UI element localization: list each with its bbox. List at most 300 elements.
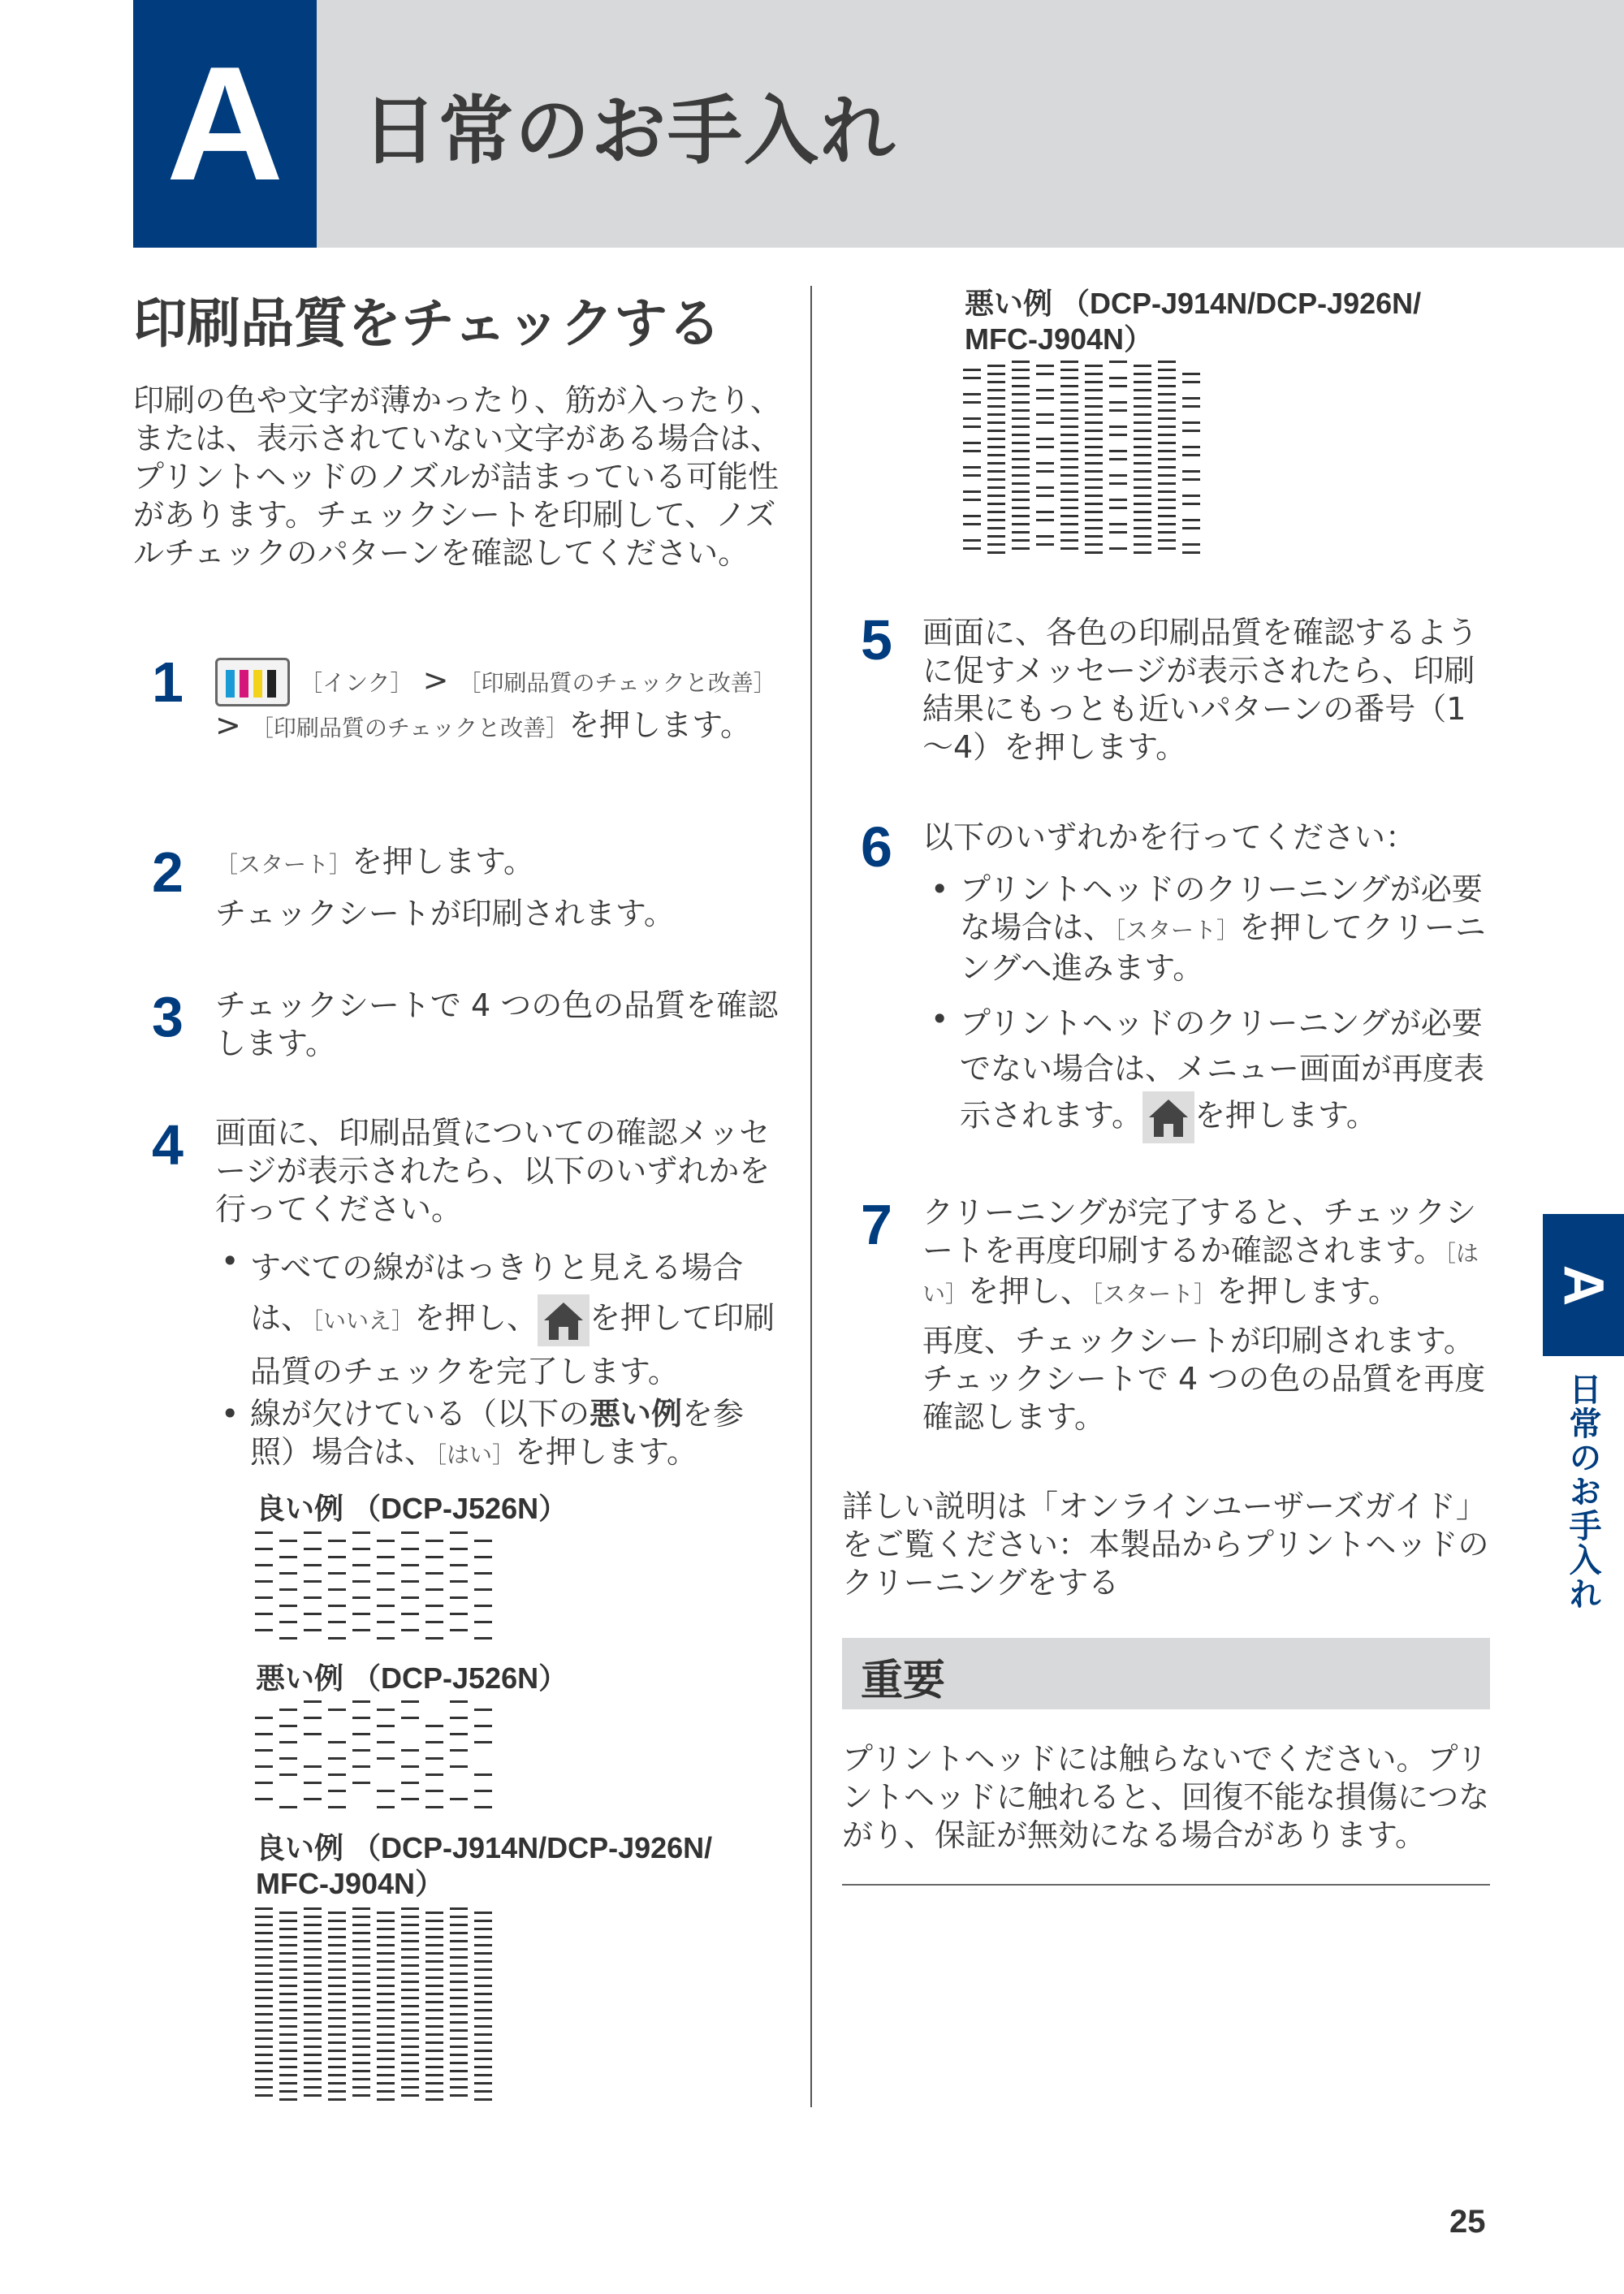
nozzle-dash [1060, 482, 1078, 485]
nozzle-dash [377, 2033, 395, 2036]
nozzle-dash [425, 2098, 443, 2101]
nozzle-dash [377, 1621, 395, 1623]
nozzle-dash [279, 2041, 297, 2044]
nozzle-dash [1109, 450, 1127, 452]
nozzle-dash [963, 547, 981, 550]
nozzle-dash [987, 495, 1005, 497]
nozzle-dash [328, 1993, 346, 1995]
nozzle-dash [1060, 377, 1078, 379]
nozzle-dash [279, 1912, 297, 1914]
nozzle-dash [474, 2090, 492, 2093]
nozzle-dash [987, 551, 1005, 554]
nozzle-dash [352, 1580, 370, 1583]
nozzle-dash [963, 401, 981, 404]
nozzle-dash [1134, 389, 1151, 391]
chapter-letter: A [133, 0, 317, 248]
nozzle-dash [279, 2009, 297, 2011]
nozzle-dash [963, 466, 981, 469]
nozzle-dash [352, 1956, 370, 1959]
nozzle-dash [328, 2025, 346, 2028]
nozzle-dash [1158, 458, 1176, 460]
nozzle-dash [328, 1572, 346, 1575]
nozzle-dash [1012, 409, 1030, 412]
nozzle-dash [255, 1972, 273, 1975]
nozzle-dash [425, 1936, 443, 1938]
nozzle-dash [1012, 450, 1030, 452]
nozzle-dash [377, 1757, 395, 1760]
nozzle-dash [401, 2037, 419, 2040]
nozzle-dash [987, 389, 1005, 391]
nozzle-dash [304, 1548, 322, 1550]
nozzle-dash [304, 1564, 322, 1566]
nozzle-dash [1182, 430, 1200, 432]
nozzle-dash [474, 1920, 492, 1922]
ink-cartridges-icon [215, 658, 290, 706]
nozzle-dash [1158, 507, 1176, 509]
nozzle-dash [1182, 527, 1200, 529]
nozzle-dash [474, 1572, 492, 1575]
nozzle-dash [1182, 405, 1200, 408]
nozzle-dash [352, 2070, 370, 2072]
nozzle-dash [450, 1907, 468, 1910]
nozzle-dash [377, 2041, 395, 2044]
nozzle-dash [304, 1964, 322, 1967]
nozzle-dash [401, 1916, 419, 1918]
page-number: 25 [1449, 2204, 1486, 2240]
nozzle-dash [377, 1556, 395, 1558]
nozzle-dash [425, 1968, 443, 1971]
nozzle-dash [401, 1907, 419, 1910]
nozzle-dash [1109, 361, 1127, 363]
nozzle-dash [255, 1580, 273, 1583]
nozzle-dash [1060, 393, 1078, 395]
nozzle-dash [279, 1936, 297, 1938]
nozzle-dash [352, 1948, 370, 1951]
nozzle-dash [1134, 413, 1151, 416]
nozzle-dash [450, 1981, 468, 1983]
nozzle-dash [304, 1717, 322, 1719]
step-3-number: 3 [152, 985, 184, 1048]
nozzle-dash [425, 2025, 443, 2028]
nozzle-dash [1109, 385, 1127, 387]
good-example-914-label-2: MFC-J904N） [256, 1867, 445, 1900]
nozzle-dash [352, 1749, 370, 1752]
nozzle-dash [1085, 462, 1103, 464]
nozzle-dash [1182, 446, 1200, 448]
nozzle-dash [1060, 474, 1078, 477]
home-icon-6 [1142, 1091, 1194, 1143]
nozzle-dash [352, 1972, 370, 1975]
nozzle-dash [1134, 527, 1151, 529]
nozzle-dash [474, 1944, 492, 1946]
nozzle-dash [450, 1717, 468, 1719]
nozzle-dash [1060, 409, 1078, 412]
nozzle-dash [304, 1782, 322, 1784]
nozzle-dash [1060, 507, 1078, 509]
nozzle-dash [450, 1997, 468, 1999]
nozzle-dash [1036, 462, 1054, 464]
nozzle-dash [450, 1629, 468, 1631]
nozzle-dash [304, 1629, 322, 1631]
nozzle-dash [1012, 401, 1030, 404]
nozzle-dash [1134, 495, 1151, 497]
nozzle-dash [425, 1605, 443, 1607]
nozzle-dash [987, 478, 1005, 481]
nozzle-dash [328, 1960, 346, 1963]
nozzle-dash [963, 426, 981, 428]
nozzle-dash [377, 1944, 395, 1946]
nozzle-dash [255, 1940, 273, 1942]
nozzle-dash [1085, 503, 1103, 505]
nozzle-dash [987, 373, 1005, 375]
bad-example-526-pattern [255, 1697, 499, 1819]
nozzle-dash [425, 1960, 443, 1963]
nozzle-dash [377, 1960, 395, 1963]
nozzle-dash [328, 1621, 346, 1623]
nozzle-dash [279, 1920, 297, 1922]
step-1-number: 1 [152, 650, 184, 714]
nozzle-dash [304, 1948, 322, 1951]
nozzle-dash [401, 2086, 419, 2089]
nozzle-dash [1109, 531, 1127, 534]
nozzle-dash [1158, 434, 1176, 436]
nozzle-dash [401, 1749, 419, 1752]
bad-example-914-lines [963, 361, 1200, 554]
nozzle-dash [425, 1572, 443, 1575]
nozzle-dash [255, 1989, 273, 1991]
nozzle-dash [1085, 486, 1103, 489]
nozzle-dash [279, 2058, 297, 2060]
nozzle-dash [987, 543, 1005, 546]
nozzle-dash [377, 1976, 395, 1979]
nozzle-dash [279, 1757, 297, 1760]
nozzle-dash [279, 1637, 297, 1639]
nozzle-dash [1182, 470, 1200, 473]
nozzle-dash [1085, 543, 1103, 546]
nozzle-dash [377, 2001, 395, 2003]
nozzle-dash [255, 1749, 273, 1752]
nozzle-dash [963, 499, 981, 501]
nozzle-dash [1012, 385, 1030, 387]
nozzle-dash [304, 1798, 322, 1800]
nozzle-dash [1060, 466, 1078, 469]
nozzle-dash [304, 1989, 322, 1991]
nozzle-dash [1109, 547, 1127, 550]
nozzle-dash [987, 519, 1005, 521]
nozzle-dash [425, 2066, 443, 2068]
nozzle-dash [425, 1806, 443, 1808]
nozzle-dash [1036, 470, 1054, 473]
nozzle-dash [474, 2082, 492, 2084]
nozzle-dash [377, 2025, 395, 2028]
nozzle-dash [1109, 474, 1127, 477]
nozzle-dash [401, 1956, 419, 1959]
step-5-text: 画面に、各色の印刷品質を確認するように促すメッセージが表示されたら、印刷結果にもっとも近いパターンの番号（1 ～4）を押します。 [922, 615, 1479, 765]
nozzle-dash [352, 1548, 370, 1550]
nozzle-dash [1012, 426, 1030, 428]
good-example-526-label: 良い例 （DCP-J526N） [256, 1492, 568, 1525]
nozzle-dash [450, 1548, 468, 1550]
nozzle-dash [450, 1531, 468, 1534]
nozzle-dash [304, 1981, 322, 1983]
nozzle-dash [1134, 430, 1151, 432]
reference-text: 詳しい説明は「オンラインユーザーズガイド」をご覧ください：本製品からプリントヘッドのクリーニングをする [842, 1488, 1489, 1601]
nozzle-dash [987, 511, 1005, 513]
bad-example-526-lines [255, 1700, 492, 1808]
nozzle-dash [352, 2013, 370, 2015]
nozzle-dash [963, 474, 981, 477]
nozzle-dash [474, 1556, 492, 1558]
nozzle-dash [1158, 409, 1176, 412]
nozzle-dash [1085, 373, 1103, 375]
nozzle-dash [1036, 495, 1054, 497]
nozzle-dash [377, 2098, 395, 2101]
nozzle-dash [352, 2029, 370, 2032]
nozzle-dash [450, 1749, 468, 1752]
nozzle-dash [1134, 421, 1151, 424]
nozzle-dash [1012, 377, 1030, 379]
nozzle-dash [304, 2037, 322, 2040]
nozzle-dash [377, 1741, 395, 1743]
step-2-number: 2 [152, 840, 184, 904]
nozzle-dash [1158, 401, 1176, 404]
nozzle-dash [1085, 365, 1103, 367]
nozzle-dash [279, 1993, 297, 1995]
nozzle-dash [377, 2050, 395, 2052]
nozzle-dash [1060, 385, 1078, 387]
nozzle-dash [255, 2094, 273, 2097]
nozzle-dash [279, 2082, 297, 2084]
nozzle-dash [279, 2050, 297, 2052]
nozzle-dash [304, 1956, 322, 1959]
nozzle-dash [377, 2017, 395, 2020]
nozzle-dash [987, 462, 1005, 464]
nozzle-dash [352, 2094, 370, 2097]
step-4-number: 4 [152, 1113, 184, 1177]
nozzle-dash [1134, 486, 1151, 489]
nozzle-dash [352, 2078, 370, 2080]
nozzle-dash [255, 2021, 273, 2024]
nozzle-dash [328, 1806, 346, 1808]
yes-button: ［はい］ [435, 1441, 516, 1468]
nozzle-dash [474, 1993, 492, 1995]
nozzle-dash [963, 369, 981, 371]
nozzle-dash [304, 2094, 322, 2097]
nozzle-dash [304, 2070, 322, 2072]
nozzle-dash [255, 1613, 273, 1615]
nozzle-dash [450, 1940, 468, 1942]
nozzle-dash [279, 1605, 297, 1607]
nozzle-dash [1085, 495, 1103, 497]
nozzle-dash [279, 1968, 297, 1971]
nozzle-dash [987, 486, 1005, 489]
nozzle-dash [425, 1912, 443, 1914]
nozzle-dash [255, 1964, 273, 1967]
nozzle-dash [1134, 405, 1151, 408]
nozzle-dash [425, 1944, 443, 1946]
nozzle-dash [425, 1588, 443, 1591]
nozzle-dash [352, 1564, 370, 1566]
important-bottom-rule [842, 1884, 1490, 1886]
nozzle-dash [401, 2078, 419, 2080]
bad-example-914-label-1: 悪い例 （DCP-J914N/DCP-J926N/ [965, 287, 1422, 320]
nozzle-dash [1085, 413, 1103, 416]
nozzle-dash [425, 2009, 443, 2011]
nozzle-dash [401, 1700, 419, 1703]
nozzle-dash [1158, 474, 1176, 477]
nozzle-dash [425, 1741, 443, 1743]
nozzle-dash [304, 1765, 322, 1768]
nozzle-dash [377, 2058, 395, 2060]
nozzle-dash [279, 1709, 297, 1711]
nozzle-dash [401, 1548, 419, 1550]
nozzle-dash [425, 1920, 443, 1922]
nozzle-dash [425, 1976, 443, 1979]
nozzle-dash [1109, 507, 1127, 509]
nozzle-dash [987, 454, 1005, 456]
nozzle-dash [279, 2066, 297, 2068]
nozzle-dash [1085, 446, 1103, 448]
nozzle-dash [1036, 486, 1054, 489]
nozzle-dash [450, 1733, 468, 1735]
nozzle-dash [255, 2029, 273, 2032]
nozzle-dash [1158, 361, 1176, 363]
nozzle-dash [1036, 511, 1054, 513]
nozzle-dash [1036, 446, 1054, 448]
nozzle-dash [401, 1765, 419, 1768]
nozzle-dash [1109, 434, 1127, 436]
nozzle-dash [1134, 438, 1151, 440]
nozzle-dash [279, 2025, 297, 2028]
nozzle-dash [401, 1989, 419, 1991]
intro-paragraph: 印刷の色や文字が薄かったり、筋が入ったり、または、表示されていない文字がある場合は、プリントヘッドのノズルが詰まっている可能性があります。チェックシートを印刷して、ノズルチェックのパターンを確認してください。 [133, 382, 782, 571]
nozzle-dash [450, 2086, 468, 2089]
nozzle-dash [352, 1765, 370, 1768]
nozzle-dash [1012, 458, 1030, 460]
nozzle-dash [1012, 361, 1030, 363]
nozzle-dash [1182, 373, 1200, 375]
nozzle-dash [255, 1956, 273, 1959]
nozzle-dash [377, 1790, 395, 1792]
nozzle-dash [1036, 519, 1054, 521]
nozzle-dash [474, 2025, 492, 2028]
step-3-text: チェックシートで 4 つの色の品質を確認します。 [215, 987, 779, 1061]
nozzle-dash [352, 1531, 370, 1534]
nozzle-dash [304, 1972, 322, 1975]
nozzle-dash [963, 515, 981, 517]
side-tab-letter: A [1552, 1264, 1615, 1306]
nozzle-dash [963, 377, 981, 379]
nozzle-dash [328, 1936, 346, 1938]
nozzle-dash [328, 2098, 346, 2101]
nozzle-dash [474, 1790, 492, 1792]
nozzle-dash [255, 2054, 273, 2056]
nozzle-dash [425, 1790, 443, 1792]
nozzle-dash [279, 1621, 297, 1623]
nozzle-dash [963, 450, 981, 452]
nozzle-dash [352, 2086, 370, 2089]
nozzle-dash [450, 1989, 468, 1991]
nozzle-dash [450, 2021, 468, 2024]
nozzle-dash [401, 2094, 419, 2097]
nozzle-dash [328, 1944, 346, 1946]
nozzle-dash [987, 446, 1005, 448]
nozzle-dash [279, 2098, 297, 2101]
nozzle-dash [1158, 450, 1176, 452]
nozzle-dash [352, 1981, 370, 1983]
nozzle-dash [474, 1912, 492, 1914]
step-2-start-button: ［スタート］ [215, 851, 352, 878]
nozzle-dash [1085, 405, 1103, 408]
nozzle-dash [401, 1717, 419, 1719]
nozzle-dash [401, 1924, 419, 1926]
nozzle-dash [352, 1989, 370, 1991]
nozzle-dash [352, 2062, 370, 2064]
nozzle-dash [425, 1556, 443, 1558]
nozzle-dash [450, 2094, 468, 2097]
nozzle-dash [450, 2013, 468, 2015]
nozzle-dash [401, 2021, 419, 2024]
nozzle-dash [1182, 478, 1200, 481]
nozzle-dash [474, 1540, 492, 1542]
nozzle-dash [377, 2082, 395, 2084]
nozzle-dash [1060, 450, 1078, 452]
nozzle-dash [987, 365, 1005, 367]
nozzle-dash [352, 1924, 370, 1926]
nozzle-dash [255, 1997, 273, 1999]
nozzle-dash [450, 1924, 468, 1926]
nozzle-dash [304, 1580, 322, 1583]
step-7-number: 7 [861, 1193, 892, 1256]
nozzle-dash [352, 2037, 370, 2040]
nozzle-dash [304, 2078, 322, 2080]
nozzle-dash [401, 2070, 419, 2072]
nozzle-dash [1085, 438, 1103, 440]
nozzle-dash [1085, 430, 1103, 432]
nozzle-dash [401, 2046, 419, 2048]
nozzle-dash [474, 2074, 492, 2076]
nozzle-dash [328, 1757, 346, 1760]
nozzle-dash [1109, 409, 1127, 412]
good-example-914-lines [255, 1907, 492, 2101]
nozzle-dash [1012, 499, 1030, 501]
nozzle-dash [304, 1907, 322, 1910]
nozzle-dash [1109, 401, 1127, 404]
nozzle-dash [1134, 373, 1151, 375]
nozzle-dash [377, 1912, 395, 1914]
nozzle-dash [1134, 551, 1151, 554]
nozzle-dash [1036, 543, 1054, 546]
nozzle-dash [474, 1741, 492, 1743]
nozzle-dash [474, 1621, 492, 1623]
nozzle-dash [474, 1936, 492, 1938]
nozzle-dash [450, 1972, 468, 1975]
nozzle-dash [328, 1709, 346, 1711]
nozzle-dash [987, 405, 1005, 408]
nozzle-dash [1012, 531, 1030, 534]
nozzle-dash [377, 2009, 395, 2011]
nozzle-dash [1134, 470, 1151, 473]
nozzle-dash [425, 1928, 443, 1930]
step-4-text: 画面に、印刷品質についての確認メッセージが表示されたら、以下のいずれかを行ってください。 [215, 1115, 771, 1227]
nozzle-dash [1182, 397, 1200, 400]
nozzle-dash [255, 2086, 273, 2089]
nozzle-dash [1012, 417, 1030, 420]
nozzle-dash [328, 1976, 346, 1979]
nozzle-dash [1134, 381, 1151, 383]
nozzle-dash [377, 1806, 395, 1808]
step-1-quality-check-sub-button: ［印刷品質のチェックと改善］ [250, 715, 569, 741]
